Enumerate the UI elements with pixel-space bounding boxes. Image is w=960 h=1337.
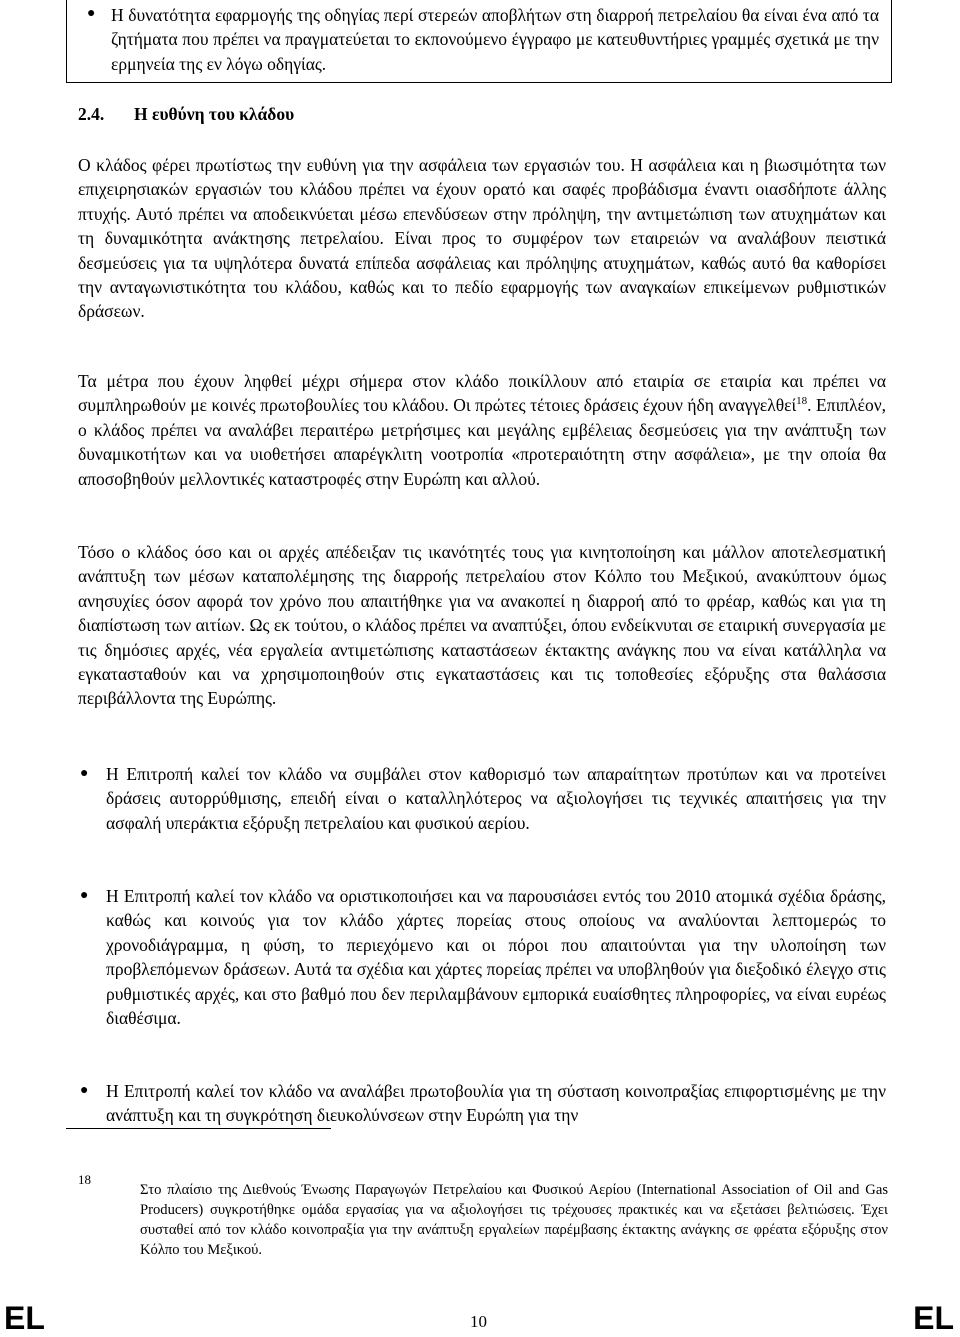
- bullet-icon: ●: [87, 6, 96, 21]
- bullet-item-2: Η Επιτροπή καλεί τον κλάδο να οριστικοποιήσει και να παρουσιάσει εντός του 2010 ατομικά σχέδια δράσης, καθώς και κοινούς για τον κλάδο χάρτες πορείας στους οποίους να αναλύονται λεπτομερώς το χρονοδιάγραμμα, η φύση, το περιεχόμενο και οι πόροι που απαιτούνται για την υλοποίηση των προβλεπόμενων δράσεων. Αυτά τα σχέδια και χάρτες πορείας πρέπει να υποβληθούν για διεξοδικό έλεγχο στις ρυθμιστικές αρχές, και στο βαθμό που δεν περιλαμβάνουν εμπορικά ευαίσθητες πληροφορίες, να είναι ευρέως διαθέσιμα.: [106, 886, 886, 1029]
- footnote-separator: [66, 1128, 331, 1129]
- paragraph-2: [78, 369, 886, 491]
- footnote-reference: 18: [796, 395, 808, 408]
- bullet-icon: ●: [80, 888, 89, 903]
- bullet-icon: ●: [80, 766, 89, 781]
- paragraph-2-part-a: Τα μέτρα που έχουν ληφθεί μέχρι σήμερα στον κλάδο ποικίλλουν από εταιρία σε εταιρία και πρέπει να συμπληρωθούν με κοινές πρωτοβουλίες του κλάδου. Οι πρώτες τέτοιες δράσεις έχουν ήδη αναγγελθεί: [78, 371, 886, 416]
- bullet-item-3: Η Επιτροπή καλεί τον κλάδο να αναλάβει πρωτοβουλία για τη σύσταση κοινοπραξίας επιφορτισμένης με την ανάπτυξη και τη συγκρότηση διευκολύνσεων στην Ευρώπη για την: [106, 1081, 886, 1126]
- language-label-left: EL: [4, 1300, 45, 1336]
- bullet-item-1: Η Επιτροπή καλεί τον κλάδο να συμβάλει στον καθορισμό των απαραίτητων προτύπων και να προτείνει δράσεις αυτορρύθμισης, επειδή είναι ο καταλληλότερος να αξιολογήσει τις τεχνικές απαιτήσεις για την ασφαλή υπεράκτια εξόρυξη πετρελαίου και φυσικού αερίου.: [106, 764, 886, 833]
- paragraph-1: Ο κλάδος φέρει πρωτίστως την ευθύνη για την ασφάλεια των εργασιών του. Η ασφάλεια και η βιωσιμότητα των επιχειρησιακών εργασιών του κλάδου πρέπει να έχουν ορατό και σαφές προβάδισμα έναντι οιασδήποτε άλλης πτυχής. Αυτό πρέπει να αποδεικνύεται μέσω επενδύσεων στην πρόληψη, την αντιμετώπιση των ατυχημάτων και τη δυναμικότητα ανάκτησης πετρελαίου. Είναι προς το συμφέρον των εταιρειών να αναλάβουν πειστικά δεσμεύσεις για τα υψηλότερα δυνατά επίπεδα ασφάλειας και πρόληψης ατυχημάτων, καθώς αυτό θα καθορίσει την ανταγωνιστικότητα του κλάδου, καθώς και το πεδίο εφαρμογής των αναγκαίων επικείμενων ρυθμιστικών δράσεων.: [78, 155, 886, 322]
- paragraph-2-part-b: . Επιπλέον, ο κλάδος πρέπει να αναλάβει περαιτέρω μετρήσιμες και μεγάλης εμβέλειας δεσμεύσεις για την ανάπτυξη των δυναμικοτήτων και να υιοθετήσει απαρέγκλιτη νοοτροπία «προτεραιότητη στην ασφάλεια», με την οποία θα αποσοβηθούν μελλοντικές καταστροφές στην Ευρώπη και αλλού.: [78, 395, 886, 489]
- page-number: 10: [470, 1312, 487, 1331]
- bullet-icon: ●: [80, 1083, 89, 1098]
- box-text: Η δυνατότητα εφαρμογής της οδηγίας περί στερεών αποβλήτων στη διαρροή πετρελαίου θα είναι ένα από τα ζητήματα που πρέπει να πραγματεύεται το εκπονούμενο έγγραφο με κατευθυντήριες γραμμές σχετικά με την ερμηνεία της εν λόγω οδηγίας.: [111, 5, 879, 74]
- highlight-box: [66, 0, 892, 83]
- footnote-text: Στο πλαίσιο της Διεθνούς Ένωσης Παραγωγών Πετρελαίου και Φυσικού Αερίου (International Association of Oil and Gas Producers) συγκροτήθηκε ομάδα εργασίας για να αξιολογήσει τις τρέχουσες πρακτικές και να εξετάσει βελτιώσεις. Έχει συσταθεί από τον κλάδο κοινοπραξία για την ανάπτυξη εργαλείων παρέμβασης έκτακτης ανάγκης σε φρέατα εξόρυξης στον Κόλπο του Μεξικού.: [140, 1182, 888, 1258]
- footnote-number: 18: [78, 1172, 91, 1187]
- language-label-right: EL: [913, 1300, 954, 1336]
- paragraph-3: Τόσο ο κλάδος όσο και οι αρχές απέδειξαν τις ικανότητές τους για κινητοποίηση και μάλλον αποτελεσματική ανάπτυξη των μέσων καταπολέμησης της διαρροής πετρελαίου στον Κόλπο του Μεξικού, ανακύπτουν όμως ανησυχίες όσον αφορά τον χρόνο που απαιτήθηκε για να ανακοπεί η διαρροή από το φρέαρ, καθώς και για τη διαπίστωση των αιτίων. Ως εκ τούτου, ο κλάδος πρέπει να αναπτύξει, όπου ενδείκνυται σε εταιρική συνεργασία με τις δημόσιες αρχές, νέα εργαλεία αντιμετώπισης καταστάσεων έκτακτης ανάγκης που να είναι κατάλληλα να εγκατασταθούν και να χρησιμοποιηθούν στις εγκαταστάσεις και τις τοποθεσίες εξόρυξης στα θαλάσσια περιβάλλοντα της Ευρώπης.: [78, 542, 886, 709]
- section-number: 2.4.: [78, 104, 105, 124]
- section-title: Η ευθύνη του κλάδου: [134, 104, 295, 124]
